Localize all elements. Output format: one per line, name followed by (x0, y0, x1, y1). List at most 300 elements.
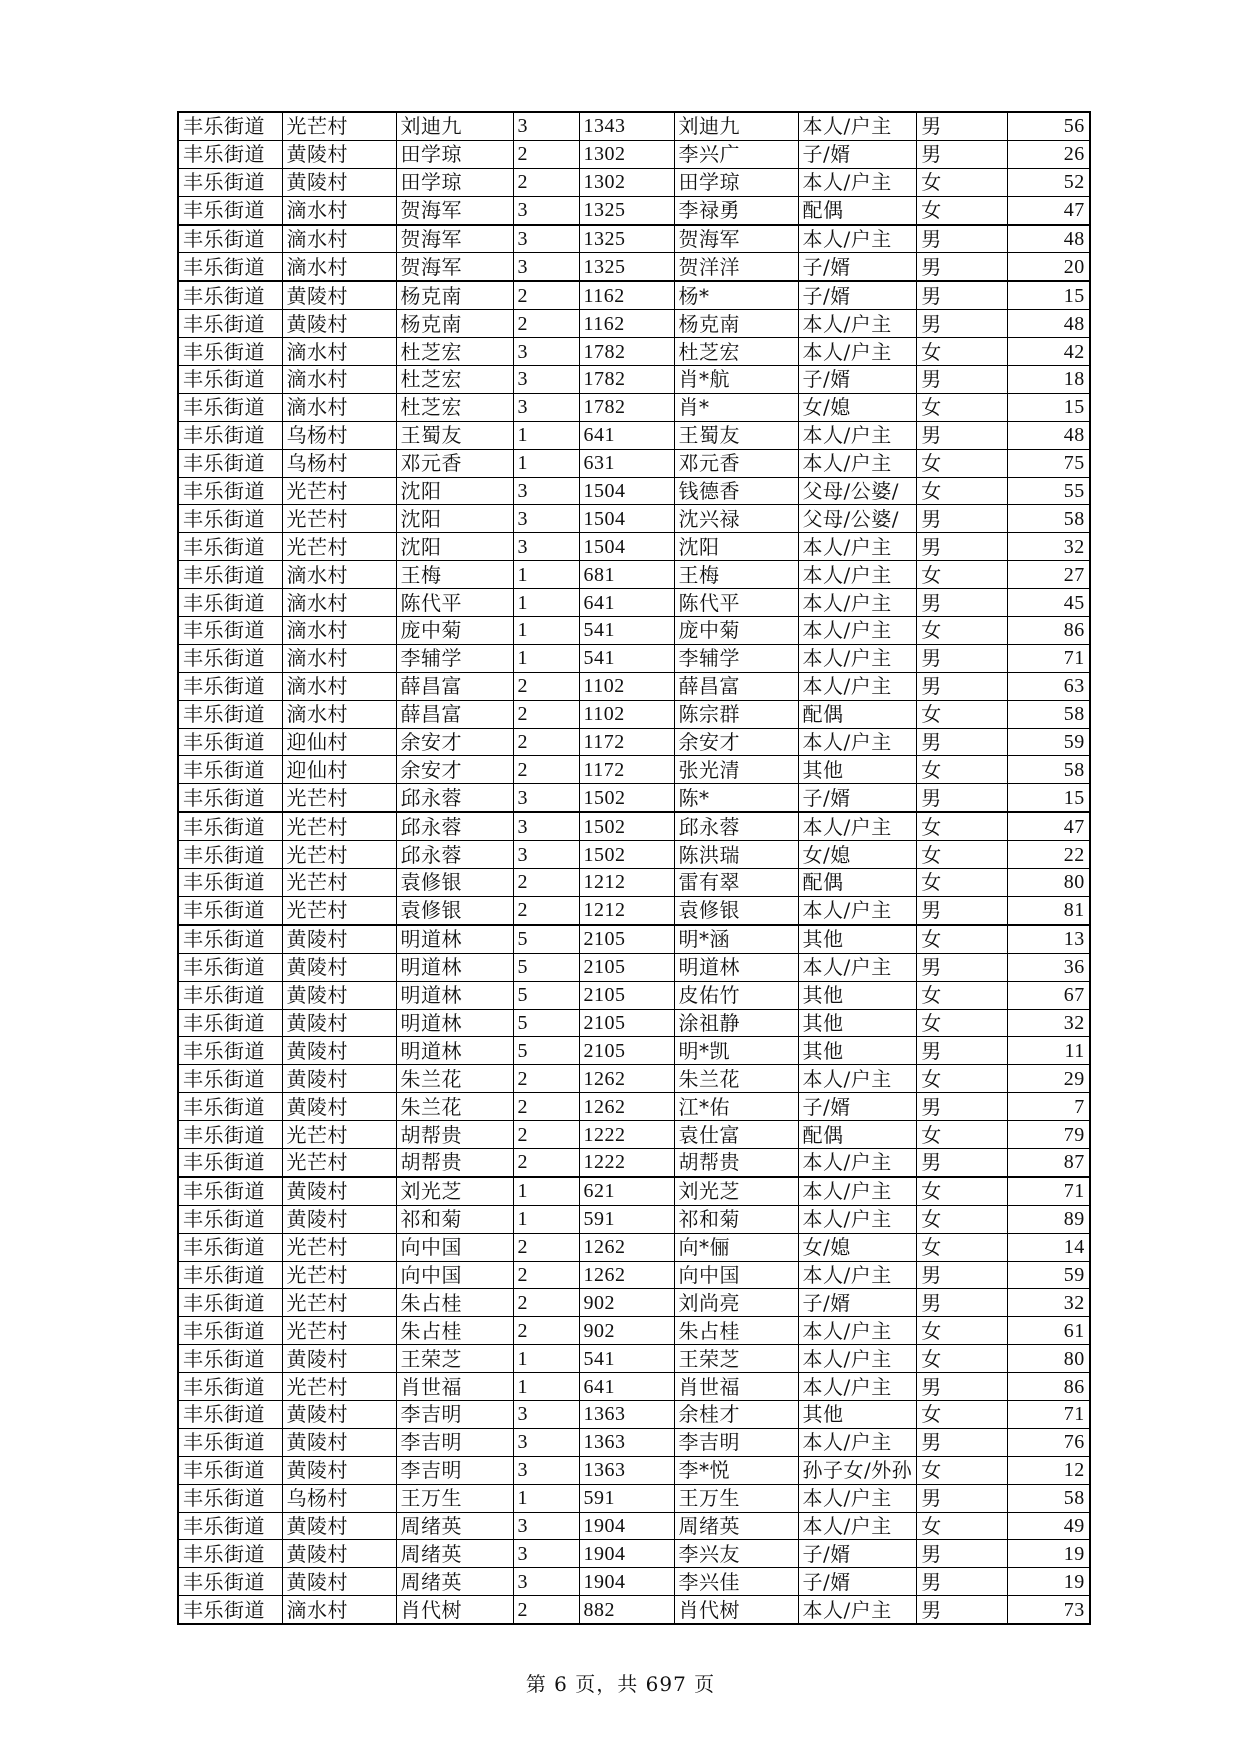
householder-cell: 陈代平 (396, 589, 513, 617)
amount-cell: 882 (579, 1596, 674, 1624)
householder-cell: 朱占桂 (396, 1289, 513, 1317)
family-size-cell: 3 (513, 196, 579, 224)
relation-cell: 本人/户主 (798, 953, 917, 981)
amount-cell: 1904 (579, 1568, 674, 1596)
family-size-cell: 5 (513, 953, 579, 981)
householder-cell: 向中国 (396, 1261, 513, 1289)
householder-cell: 明道林 (396, 925, 513, 953)
family-size-cell: 3 (513, 533, 579, 561)
street-cell: 丰乐街道 (178, 421, 282, 449)
table-row (178, 1148, 1090, 1176)
family-size-cell: 1 (513, 1373, 579, 1401)
village-cell: 光芒村 (282, 1373, 396, 1401)
amount-cell: 641 (579, 589, 674, 617)
village-cell: 滴水村 (282, 589, 396, 617)
street-cell: 丰乐街道 (178, 1568, 282, 1596)
gender-cell: 女 (917, 393, 1008, 421)
relation-cell: 本人/户主 (798, 644, 917, 672)
table-row (178, 140, 1090, 168)
family-size-cell: 3 (513, 1456, 579, 1484)
age-cell: 15 (1008, 393, 1090, 421)
age-cell: 18 (1008, 366, 1090, 394)
table-row (178, 953, 1090, 981)
family-size-cell: 3 (513, 477, 579, 505)
age-cell: 58 (1008, 1484, 1090, 1512)
street-cell: 丰乐街道 (178, 700, 282, 728)
age-cell: 52 (1008, 168, 1090, 196)
family-size-cell: 1 (513, 1345, 579, 1373)
relation-cell: 本人/户主 (798, 310, 917, 338)
age-cell: 59 (1008, 1261, 1090, 1289)
age-cell: 42 (1008, 338, 1090, 366)
member-name-cell: 肖*航 (674, 366, 798, 394)
family-size-cell: 3 (513, 1400, 579, 1428)
amount-cell: 1782 (579, 338, 674, 366)
householder-cell: 薛昌富 (396, 700, 513, 728)
village-cell: 光芒村 (282, 1121, 396, 1149)
family-size-cell: 1 (513, 1177, 579, 1205)
gender-cell: 女 (917, 1400, 1008, 1428)
relation-cell: 本人/户主 (798, 1345, 917, 1373)
member-name-cell: 薛昌富 (674, 672, 798, 700)
table-row (178, 756, 1090, 784)
table-row (178, 112, 1090, 140)
family-size-cell: 3 (513, 225, 579, 253)
relation-cell: 其他 (798, 925, 917, 953)
family-size-cell: 2 (513, 1121, 579, 1149)
amount-cell: 591 (579, 1205, 674, 1233)
relation-cell: 本人/户主 (798, 672, 917, 700)
member-name-cell: 肖世福 (674, 1373, 798, 1401)
family-size-cell: 2 (513, 896, 579, 924)
table-row (178, 421, 1090, 449)
member-name-cell: 刘光芝 (674, 1177, 798, 1205)
member-name-cell: 李*悦 (674, 1456, 798, 1484)
relation-cell: 女/媳 (798, 841, 917, 869)
householder-cell: 胡帮贵 (396, 1121, 513, 1149)
member-name-cell: 袁修银 (674, 896, 798, 924)
relation-cell: 女/媳 (798, 393, 917, 421)
amount-cell: 1262 (579, 1261, 674, 1289)
age-cell: 11 (1008, 1037, 1090, 1065)
amount-cell: 1343 (579, 112, 674, 140)
member-name-cell: 余桂才 (674, 1400, 798, 1428)
householder-cell: 李吉明 (396, 1428, 513, 1456)
gender-cell: 男 (917, 644, 1008, 672)
relation-cell: 其他 (798, 756, 917, 784)
relation-cell: 子/婿 (798, 140, 917, 168)
table-row (178, 281, 1090, 309)
table-row (178, 589, 1090, 617)
gender-cell: 男 (917, 112, 1008, 140)
gender-cell: 男 (917, 505, 1008, 533)
relation-cell: 其他 (798, 1400, 917, 1428)
table-row (178, 1177, 1090, 1205)
householder-cell: 李辅学 (396, 644, 513, 672)
amount-cell: 1504 (579, 477, 674, 505)
amount-cell: 631 (579, 449, 674, 477)
family-size-cell: 1 (513, 1205, 579, 1233)
street-cell: 丰乐街道 (178, 1009, 282, 1037)
age-cell: 56 (1008, 112, 1090, 140)
village-cell: 黄陵村 (282, 953, 396, 981)
village-cell: 黄陵村 (282, 1568, 396, 1596)
amount-cell: 1325 (579, 196, 674, 224)
relation-cell: 父母/公婆/ (798, 505, 917, 533)
family-size-cell: 1 (513, 617, 579, 645)
member-name-cell: 刘尚亮 (674, 1289, 798, 1317)
amount-cell: 1222 (579, 1148, 674, 1176)
street-cell: 丰乐街道 (178, 1177, 282, 1205)
gender-cell: 男 (917, 953, 1008, 981)
age-cell: 32 (1008, 533, 1090, 561)
householder-cell: 向中国 (396, 1233, 513, 1261)
householder-cell: 邓元香 (396, 449, 513, 477)
table-row (178, 1428, 1090, 1456)
age-cell: 27 (1008, 561, 1090, 589)
village-cell: 滴水村 (282, 561, 396, 589)
gender-cell: 女 (917, 1456, 1008, 1484)
relation-cell: 本人/户主 (798, 1148, 917, 1176)
village-cell: 黄陵村 (282, 1177, 396, 1205)
village-cell: 滴水村 (282, 338, 396, 366)
village-cell: 黄陵村 (282, 1009, 396, 1037)
family-size-cell: 1 (513, 644, 579, 672)
member-name-cell: 雷有翠 (674, 869, 798, 897)
village-cell: 光芒村 (282, 533, 396, 561)
householder-cell: 周绪英 (396, 1512, 513, 1540)
village-cell: 光芒村 (282, 1289, 396, 1317)
relation-cell: 本人/户主 (798, 1373, 917, 1401)
family-size-cell: 3 (513, 812, 579, 840)
gender-cell: 女 (917, 561, 1008, 589)
amount-cell: 1302 (579, 168, 674, 196)
member-name-cell: 刘迪九 (674, 112, 798, 140)
village-cell: 乌杨村 (282, 449, 396, 477)
householder-cell: 薛昌富 (396, 672, 513, 700)
table-row (178, 1037, 1090, 1065)
amount-cell: 1162 (579, 281, 674, 309)
street-cell: 丰乐街道 (178, 1596, 282, 1624)
gender-cell: 男 (917, 225, 1008, 253)
family-size-cell: 3 (513, 338, 579, 366)
street-cell: 丰乐街道 (178, 617, 282, 645)
family-size-cell: 3 (513, 841, 579, 869)
member-name-cell: 明*凯 (674, 1037, 798, 1065)
table-row (178, 1373, 1090, 1401)
street-cell: 丰乐街道 (178, 1512, 282, 1540)
village-cell: 黄陵村 (282, 1345, 396, 1373)
street-cell: 丰乐街道 (178, 1261, 282, 1289)
street-cell: 丰乐街道 (178, 1037, 282, 1065)
amount-cell: 1162 (579, 310, 674, 338)
householder-cell: 袁修银 (396, 896, 513, 924)
age-cell: 76 (1008, 1428, 1090, 1456)
table-row (178, 644, 1090, 672)
village-cell: 黄陵村 (282, 981, 396, 1009)
gender-cell: 男 (917, 1289, 1008, 1317)
village-cell: 滴水村 (282, 1596, 396, 1624)
village-cell: 光芒村 (282, 477, 396, 505)
street-cell: 丰乐街道 (178, 310, 282, 338)
table-row (178, 981, 1090, 1009)
gender-cell: 女 (917, 981, 1008, 1009)
member-name-cell: 李禄勇 (674, 196, 798, 224)
gender-cell: 男 (917, 589, 1008, 617)
age-cell: 36 (1008, 953, 1090, 981)
relation-cell: 本人/户主 (798, 449, 917, 477)
amount-cell: 1325 (579, 225, 674, 253)
householder-cell: 祁和菊 (396, 1205, 513, 1233)
family-size-cell: 2 (513, 756, 579, 784)
table-row (178, 812, 1090, 840)
age-cell: 71 (1008, 1400, 1090, 1428)
family-size-cell: 2 (513, 1065, 579, 1093)
householder-cell: 李吉明 (396, 1400, 513, 1428)
gender-cell: 男 (917, 1568, 1008, 1596)
age-cell: 32 (1008, 1289, 1090, 1317)
table-body (178, 112, 1090, 1624)
village-cell: 迎仙村 (282, 756, 396, 784)
age-cell: 61 (1008, 1317, 1090, 1345)
table-row (178, 1289, 1090, 1317)
relation-cell: 女/媳 (798, 1233, 917, 1261)
householder-cell: 余安才 (396, 728, 513, 756)
householder-cell: 庞中菊 (396, 617, 513, 645)
gender-cell: 男 (917, 1428, 1008, 1456)
relation-cell: 本人/户主 (798, 617, 917, 645)
householder-cell: 贺海军 (396, 196, 513, 224)
household-table (177, 111, 1091, 1625)
age-cell: 26 (1008, 140, 1090, 168)
relation-cell: 子/婿 (798, 1289, 917, 1317)
amount-cell: 2105 (579, 981, 674, 1009)
gender-cell: 男 (917, 1093, 1008, 1121)
street-cell: 丰乐街道 (178, 225, 282, 253)
member-name-cell: 皮佑竹 (674, 981, 798, 1009)
amount-cell: 621 (579, 1177, 674, 1205)
gender-cell: 女 (917, 1065, 1008, 1093)
amount-cell: 1782 (579, 393, 674, 421)
village-cell: 迎仙村 (282, 728, 396, 756)
gender-cell: 女 (917, 1205, 1008, 1233)
village-cell: 黄陵村 (282, 925, 396, 953)
householder-cell: 杜芝宏 (396, 366, 513, 394)
member-name-cell: 邓元香 (674, 449, 798, 477)
street-cell: 丰乐街道 (178, 112, 282, 140)
gender-cell: 男 (917, 533, 1008, 561)
member-name-cell: 贺海军 (674, 225, 798, 253)
street-cell: 丰乐街道 (178, 896, 282, 924)
gender-cell: 女 (917, 338, 1008, 366)
street-cell: 丰乐街道 (178, 756, 282, 784)
member-name-cell: 李兴广 (674, 140, 798, 168)
age-cell: 19 (1008, 1540, 1090, 1568)
amount-cell: 1904 (579, 1512, 674, 1540)
gender-cell: 男 (917, 1596, 1008, 1624)
relation-cell: 本人/户主 (798, 112, 917, 140)
village-cell: 光芒村 (282, 812, 396, 840)
householder-cell: 杨克南 (396, 310, 513, 338)
family-size-cell: 3 (513, 1568, 579, 1596)
street-cell: 丰乐街道 (178, 644, 282, 672)
street-cell: 丰乐街道 (178, 1121, 282, 1149)
amount-cell: 2105 (579, 1037, 674, 1065)
street-cell: 丰乐街道 (178, 1065, 282, 1093)
gender-cell: 男 (917, 784, 1008, 812)
householder-cell: 沈阳 (396, 505, 513, 533)
street-cell: 丰乐街道 (178, 477, 282, 505)
street-cell: 丰乐街道 (178, 1373, 282, 1401)
village-cell: 乌杨村 (282, 1484, 396, 1512)
street-cell: 丰乐街道 (178, 1400, 282, 1428)
member-name-cell: 杨克南 (674, 310, 798, 338)
table-row (178, 366, 1090, 394)
age-cell: 71 (1008, 1177, 1090, 1205)
amount-cell: 641 (579, 421, 674, 449)
table-row (178, 1065, 1090, 1093)
householder-cell: 田学琼 (396, 140, 513, 168)
member-name-cell: 祁和菊 (674, 1205, 798, 1233)
street-cell: 丰乐街道 (178, 449, 282, 477)
member-name-cell: 陈* (674, 784, 798, 812)
householder-cell: 朱兰花 (396, 1065, 513, 1093)
age-cell: 20 (1008, 253, 1090, 281)
village-cell: 光芒村 (282, 1261, 396, 1289)
family-size-cell: 3 (513, 505, 579, 533)
street-cell: 丰乐街道 (178, 393, 282, 421)
amount-cell: 541 (579, 617, 674, 645)
street-cell: 丰乐街道 (178, 338, 282, 366)
householder-cell: 朱占桂 (396, 1317, 513, 1345)
street-cell: 丰乐街道 (178, 1289, 282, 1317)
village-cell: 光芒村 (282, 1233, 396, 1261)
family-size-cell: 2 (513, 1233, 579, 1261)
member-name-cell: 向中国 (674, 1261, 798, 1289)
age-cell: 89 (1008, 1205, 1090, 1233)
amount-cell: 541 (579, 1345, 674, 1373)
village-cell: 滴水村 (282, 644, 396, 672)
street-cell: 丰乐街道 (178, 1456, 282, 1484)
relation-cell: 本人/户主 (798, 589, 917, 617)
family-size-cell: 3 (513, 393, 579, 421)
amount-cell: 1212 (579, 896, 674, 924)
member-name-cell: 袁仕富 (674, 1121, 798, 1149)
table-row (178, 1456, 1090, 1484)
table-row (178, 728, 1090, 756)
gender-cell: 女 (917, 869, 1008, 897)
amount-cell: 2105 (579, 1009, 674, 1037)
amount-cell: 2105 (579, 925, 674, 953)
relation-cell: 本人/户主 (798, 1177, 917, 1205)
age-cell: 55 (1008, 477, 1090, 505)
age-cell: 48 (1008, 421, 1090, 449)
gender-cell: 男 (917, 896, 1008, 924)
village-cell: 黄陵村 (282, 1205, 396, 1233)
age-cell: 13 (1008, 925, 1090, 953)
table-row (178, 1317, 1090, 1345)
gender-cell: 女 (917, 196, 1008, 224)
householder-cell: 邱永蓉 (396, 812, 513, 840)
amount-cell: 541 (579, 644, 674, 672)
householder-cell: 贺海军 (396, 253, 513, 281)
member-name-cell: 陈代平 (674, 589, 798, 617)
amount-cell: 1212 (579, 869, 674, 897)
gender-cell: 女 (917, 1345, 1008, 1373)
table-row (178, 1121, 1090, 1149)
relation-cell: 本人/户主 (798, 1484, 917, 1512)
householder-cell: 杜芝宏 (396, 338, 513, 366)
age-cell: 15 (1008, 784, 1090, 812)
table-row (178, 168, 1090, 196)
householder-cell: 王荣芝 (396, 1345, 513, 1373)
householder-cell: 刘迪九 (396, 112, 513, 140)
relation-cell: 子/婿 (798, 1568, 917, 1596)
age-cell: 58 (1008, 505, 1090, 533)
gender-cell: 女 (917, 617, 1008, 645)
page-number-footer: 第 6 页，共 697 页 (525, 1672, 716, 1696)
family-size-cell: 1 (513, 449, 579, 477)
village-cell: 滴水村 (282, 672, 396, 700)
amount-cell: 641 (579, 1373, 674, 1401)
householder-cell: 明道林 (396, 981, 513, 1009)
age-cell: 63 (1008, 672, 1090, 700)
table-row (178, 1261, 1090, 1289)
gender-cell: 女 (917, 168, 1008, 196)
village-cell: 黄陵村 (282, 1065, 396, 1093)
family-size-cell: 1 (513, 1484, 579, 1512)
member-name-cell: 李辅学 (674, 644, 798, 672)
street-cell: 丰乐街道 (178, 1148, 282, 1176)
street-cell: 丰乐街道 (178, 168, 282, 196)
member-name-cell: 邱永蓉 (674, 812, 798, 840)
age-cell: 45 (1008, 589, 1090, 617)
member-name-cell: 明道林 (674, 953, 798, 981)
member-name-cell: 江*佑 (674, 1093, 798, 1121)
member-name-cell: 田学琼 (674, 168, 798, 196)
gender-cell: 女 (917, 1317, 1008, 1345)
householder-cell: 杜芝宏 (396, 393, 513, 421)
age-cell: 81 (1008, 896, 1090, 924)
member-name-cell: 向*俪 (674, 1233, 798, 1261)
householder-cell: 刘光芝 (396, 1177, 513, 1205)
relation-cell: 子/婿 (798, 253, 917, 281)
relation-cell: 其他 (798, 981, 917, 1009)
village-cell: 黄陵村 (282, 1037, 396, 1065)
table-row (178, 869, 1090, 897)
householder-cell: 邱永蓉 (396, 784, 513, 812)
street-cell: 丰乐街道 (178, 953, 282, 981)
gender-cell: 女 (917, 925, 1008, 953)
village-cell: 滴水村 (282, 253, 396, 281)
village-cell: 光芒村 (282, 1148, 396, 1176)
family-size-cell: 3 (513, 1540, 579, 1568)
table-row (178, 196, 1090, 224)
age-cell: 80 (1008, 1345, 1090, 1373)
age-cell: 14 (1008, 1233, 1090, 1261)
family-size-cell: 2 (513, 1148, 579, 1176)
age-cell: 59 (1008, 728, 1090, 756)
amount-cell: 591 (579, 1484, 674, 1512)
gender-cell: 男 (917, 421, 1008, 449)
householder-cell: 王万生 (396, 1484, 513, 1512)
gender-cell: 男 (917, 1373, 1008, 1401)
gender-cell: 男 (917, 728, 1008, 756)
family-size-cell: 2 (513, 281, 579, 309)
householder-cell: 明道林 (396, 953, 513, 981)
village-cell: 黄陵村 (282, 1540, 396, 1568)
age-cell: 48 (1008, 310, 1090, 338)
